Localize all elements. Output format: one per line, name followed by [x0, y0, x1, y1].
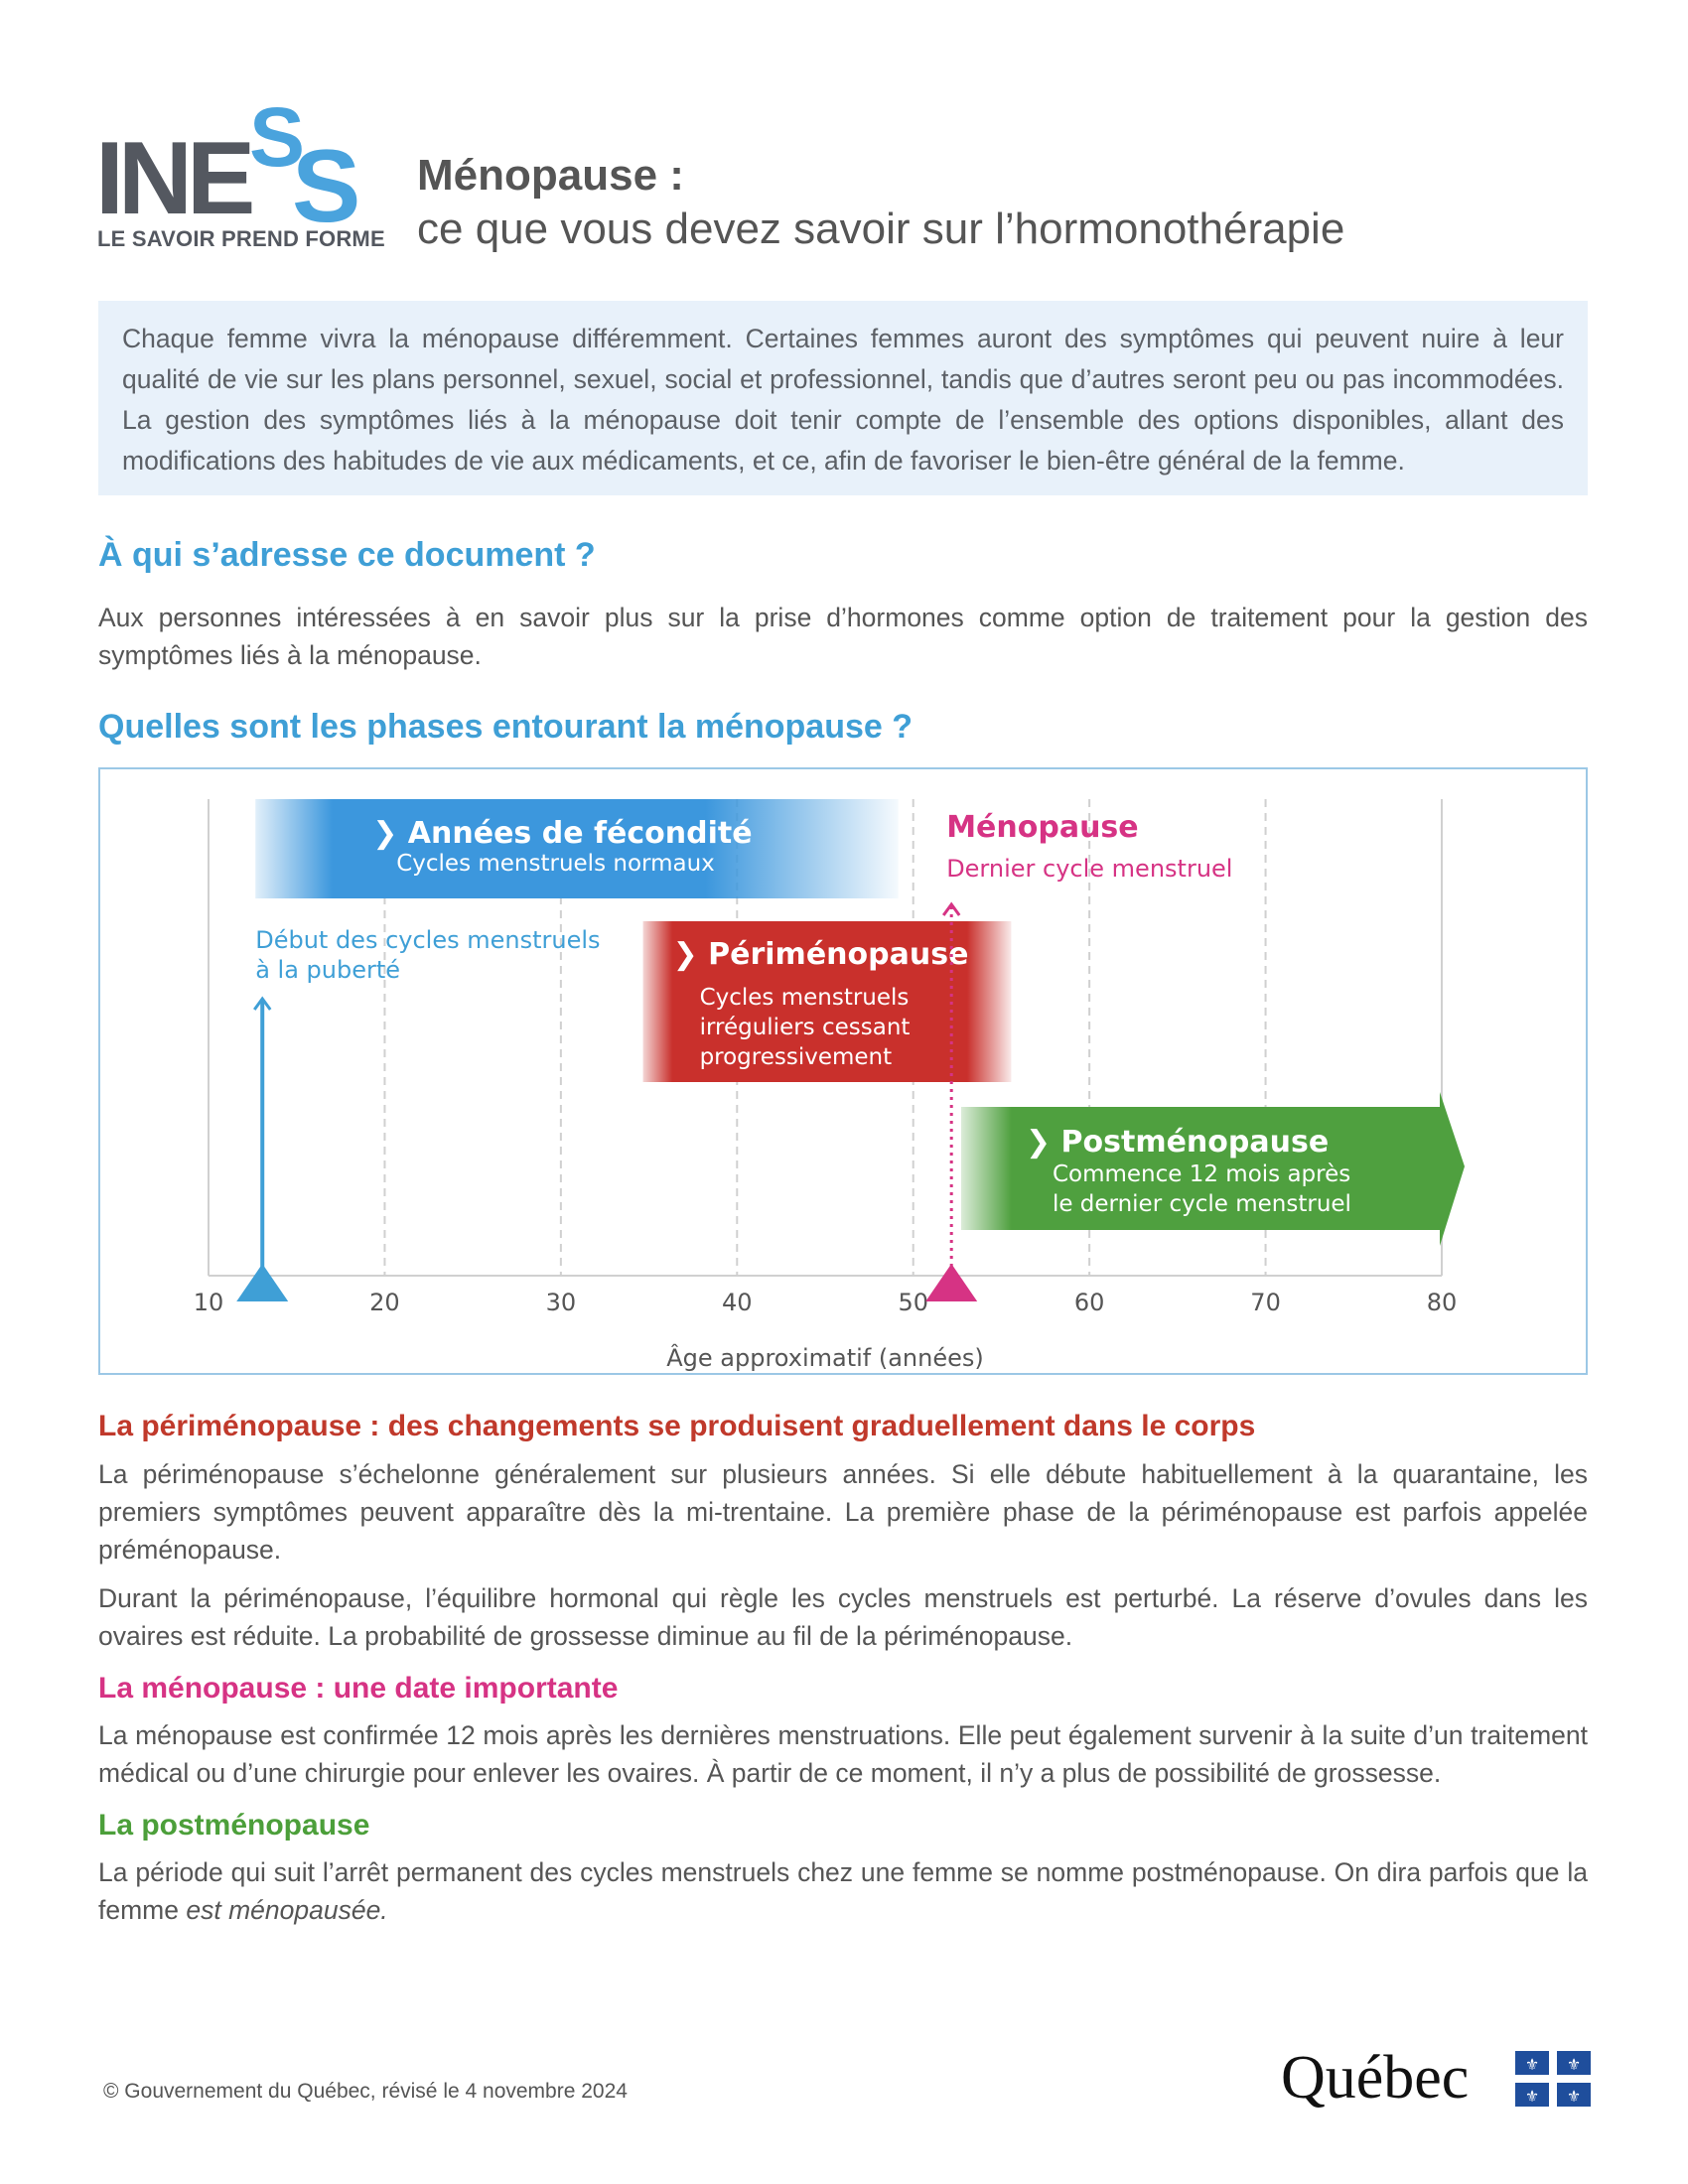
- menopause-heading: La ménopause : une date importante: [98, 1672, 619, 1705]
- footer-copyright: © Gouvernement du Québec, révisé le 4 novembre 2024: [103, 2080, 628, 2103]
- fecondite-title: ❯ Années de fécondité: [372, 816, 753, 851]
- postmenopause-heading: La postménopause: [98, 1809, 370, 1842]
- x-tick-label-80: 80: [1426, 1289, 1458, 1316]
- perimenopause-heading: La périménopause : des changements se produisent graduellement dans le corps: [98, 1410, 1256, 1442]
- logo-tagline: LE SAVOIR PREND FORME: [97, 226, 385, 251]
- x-tick-label-30: 30: [545, 1289, 577, 1316]
- menopause-text: La ménopause est confirmée 12 mois après les dernières menstruations. Elle peut également survenir à la suite d’un traitement médical ou d’une chirurgie pour enlever les ovaires. À partir de ce moment, il n’y a plus de possibilité de grossesse.: [98, 1720, 1588, 1788]
- svg-text:⚜: ⚜: [1524, 2055, 1540, 2074]
- x-tick-label-40: 40: [722, 1289, 753, 1316]
- phases-chart: [98, 767, 1588, 1375]
- quebec-flag-icon: [1515, 2051, 1591, 2107]
- x-tick-label-50: 50: [898, 1289, 928, 1316]
- perimenopause-text-2: Durant la périménopause, l’équilibre hormonal qui règle les cycles menstruels est perturbé. La réserve d’ovules dans les ovaires est réduite. La probabilité de grossesse diminue au fil de la périménopause.: [98, 1583, 1588, 1651]
- puberty-label-0: Début des cycles menstruels: [255, 926, 601, 954]
- perimenopause-subtitle-1: irréguliers cessant: [699, 1015, 911, 1040]
- intro-box: Chaque femme vivra la ménopause différemment. Certaines femmes auront des symptômes qui peuvent nuire à leur qualité de vie sur les plans personnel, sexuel, social et professionnel, tandis que d’autres seront peu ou pas incommodées. La gestion des symptômes liés à la ménopause doit tenir compte de l’ensemble des options disponibles, allant des modifications des habitudes de vie aux médicaments, et ce, afin de favoriser le bien-être général de la femme.: [98, 301, 1588, 495]
- svg-text:⚜: ⚜: [1566, 2087, 1582, 2106]
- postmenopause-title: ❯ Postménopause: [1025, 1125, 1330, 1160]
- x-tick-label-70: 70: [1250, 1289, 1281, 1316]
- phases-chart-svg: [100, 769, 1590, 1377]
- x-tick-label-10: 10: [193, 1289, 224, 1316]
- inesss-logo: [95, 90, 385, 264]
- who-text: Aux personnes intéressées à en savoir plus sur la prise d’hormones comme option de traitement pour la gestion des symptômes liés à la ménopause.: [98, 603, 1588, 670]
- who-heading: À qui s’adresse ce document ?: [98, 536, 596, 574]
- logo-ine-text: INE: [95, 121, 250, 236]
- menopause-triangle: [925, 1264, 977, 1301]
- phases-heading: Quelles sont les phases entourant la ménopause ?: [98, 708, 914, 746]
- menopause-title: Ménopause: [946, 810, 1139, 845]
- svg-text:⚜: ⚜: [1524, 2087, 1540, 2106]
- logo-s1-text: S: [249, 90, 306, 184]
- menopause-label: Dernier cycle menstruel: [946, 855, 1233, 883]
- postmenopause-text-italic: est ménopausée.: [186, 1895, 388, 1925]
- puberty-triangle: [236, 1264, 288, 1301]
- perimenopause-text-1: La périménopause s’échelonne généralement sur plusieurs années. Si elle débute habituellement à la quarantaine, les premiers symptômes peuvent apparaître dès la mi-trentaine. La première phase de la périménopause est parfois appelée préménopause.: [98, 1459, 1588, 1565]
- quebec-logo: [1281, 2044, 1591, 2116]
- page-subtitle: ce que vous devez savoir sur l’hormonothérapie: [417, 205, 1345, 253]
- svg-text:⚜: ⚜: [1566, 2055, 1582, 2074]
- postmenopause-subtitle-0: Commence 12 mois après: [1052, 1161, 1351, 1187]
- puberty-label-1: à la puberté: [255, 956, 401, 984]
- postmenopause-text: [98, 1853, 1588, 1929]
- quebec-wordmark: Québec: [1281, 2044, 1470, 2112]
- fecondite-subtitle: Cycles menstruels normaux: [396, 851, 715, 877]
- logo-s2-text: S: [292, 129, 361, 244]
- perimenopause-title: ❯ Périménopause: [672, 937, 969, 972]
- perimenopause-subtitle-0: Cycles menstruels: [699, 985, 910, 1011]
- x-tick-label-20: 20: [369, 1289, 400, 1316]
- postmenopause-subtitle-1: le dernier cycle menstruel: [1052, 1191, 1351, 1217]
- menopause-arrowhead: [943, 904, 959, 915]
- x-tick-label-60: 60: [1073, 1289, 1105, 1316]
- page-title: Ménopause :: [417, 151, 684, 200]
- x-axis-label: Âge approximatif (années): [666, 1344, 984, 1372]
- postmenopause-text-main: La période qui suit l’arrêt permanent des cycles menstruels chez une femme se nomme postménopause. On dira parfois que la femme: [98, 1857, 1588, 1925]
- perimenopause-subtitle-2: progressivement: [699, 1044, 893, 1070]
